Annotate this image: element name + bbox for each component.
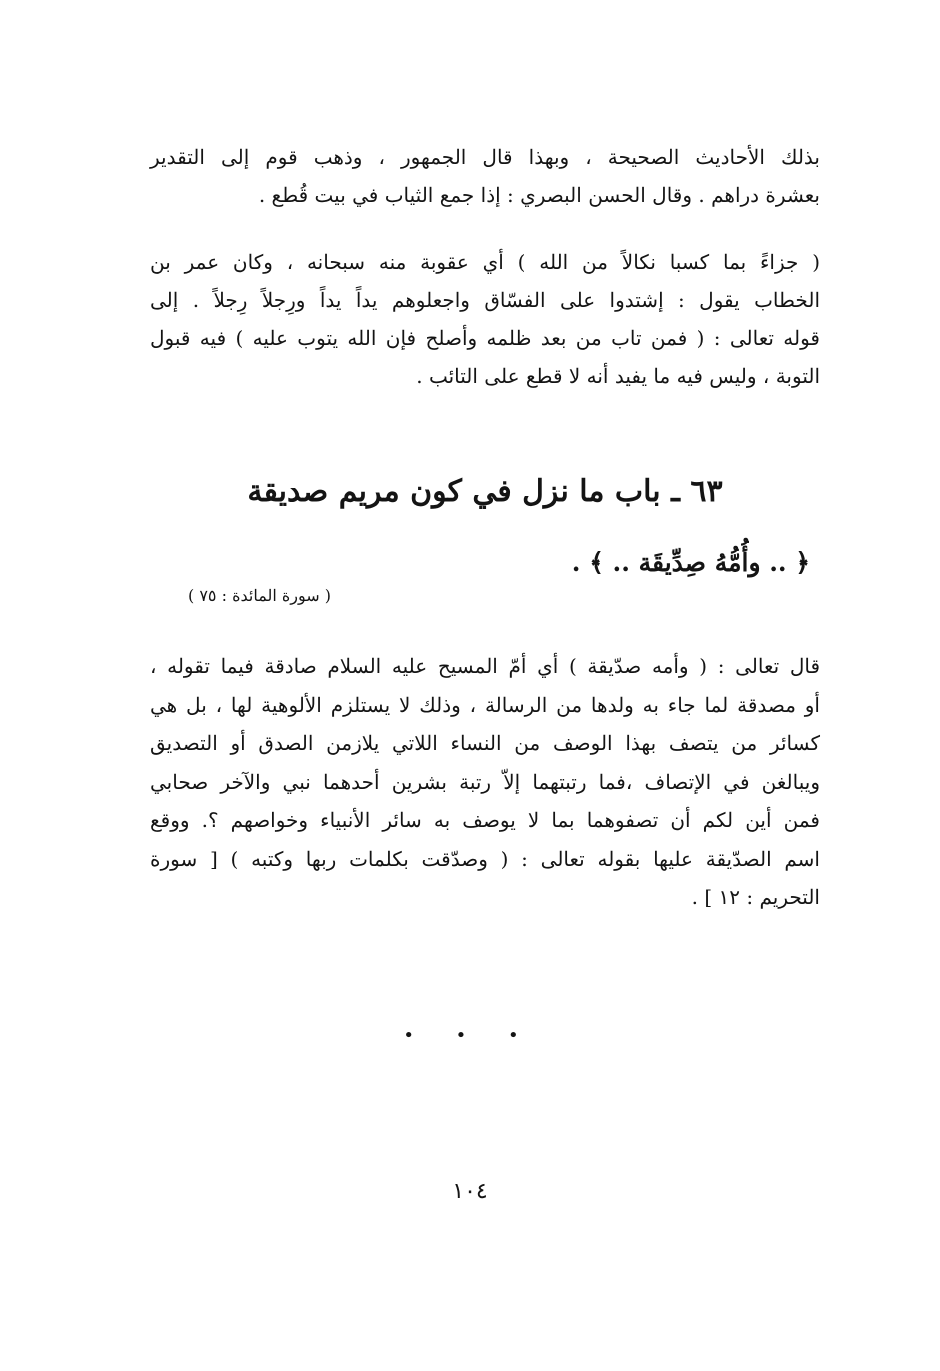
page-number: ١٠٤	[452, 1179, 488, 1204]
text-line: التوبة ، وليس فيه ما يفيد أنه لا قطع على التائب .	[416, 364, 820, 388]
text-line: ( جزاءً بما كسبا نكالاً من الله ) أي عقوبة منه سبحانه ، وكان عمر بن	[150, 250, 820, 274]
quran-verse: ﴿ .. وأُمُّهُ صِدِّيقَة .. ﴾ .	[571, 548, 810, 577]
verse-reference: ( سورة المائدة : ٧٥ )	[188, 586, 331, 605]
text-line: قال تعالى : ( وأمه صدّيقة ) أي أمّ المسيح عليه السلام صادقة فيما تقوله ،	[150, 654, 820, 678]
text-line: الخطاب يقول : إشتدوا على الفسّاق واجعلوهم يداً يداً ورِجلاً رِجلاً . إلى	[150, 288, 820, 312]
text-line: اسم الصدّيقة عليها بقوله تعالى : ( وصدّقت بكلمات ربها وكتبه ) [ سورة	[150, 846, 820, 871]
text-line: التحريم : ١٢ ] .	[691, 885, 820, 909]
paragraph-punishment	[150, 243, 820, 395]
text-line: كسائر من يتصف بهذا الوصف من النساء اللاتي يلازمن الصدق أو التصديق	[150, 731, 820, 755]
paragraph-top	[150, 138, 820, 214]
text-line: بعشرة دراهم . وقال الحسن البصري : إذا جمع الثياب في بيت قُطع .	[258, 183, 820, 207]
section-separator: • • •	[403, 1025, 537, 1046]
text-line: قوله تعالى : ( فمن تاب من بعد ظلمه وأصلح فإن الله يتوب عليه ) فيه قبول	[150, 326, 820, 350]
text-line: فمن أين لكم أن تصفوهما بما لا يوصف به سائر الأنبياء وخواصهم ؟. ووقع	[150, 808, 820, 832]
text-line: أو مصدقة لما جاء به ولدها من الرسالة ، وذلك لا يستلزم الألوهية لها ، بل هي	[150, 692, 820, 717]
paragraph-commentary	[150, 647, 820, 917]
text-line: بذلك الأحاديث الصحيحة ، وبهذا قال الجمهور ، وذهب قوم إلى التقدير	[150, 145, 820, 169]
text-line: ويبالغن في الإتصاف ،فما رتبتهما إلاّ رتبة بشرين أحدهما نبي والآخر صحابي	[150, 769, 820, 794]
chapter-heading: ٦٣ ـ باب ما نزل في كون مريم صديقة	[247, 474, 723, 509]
